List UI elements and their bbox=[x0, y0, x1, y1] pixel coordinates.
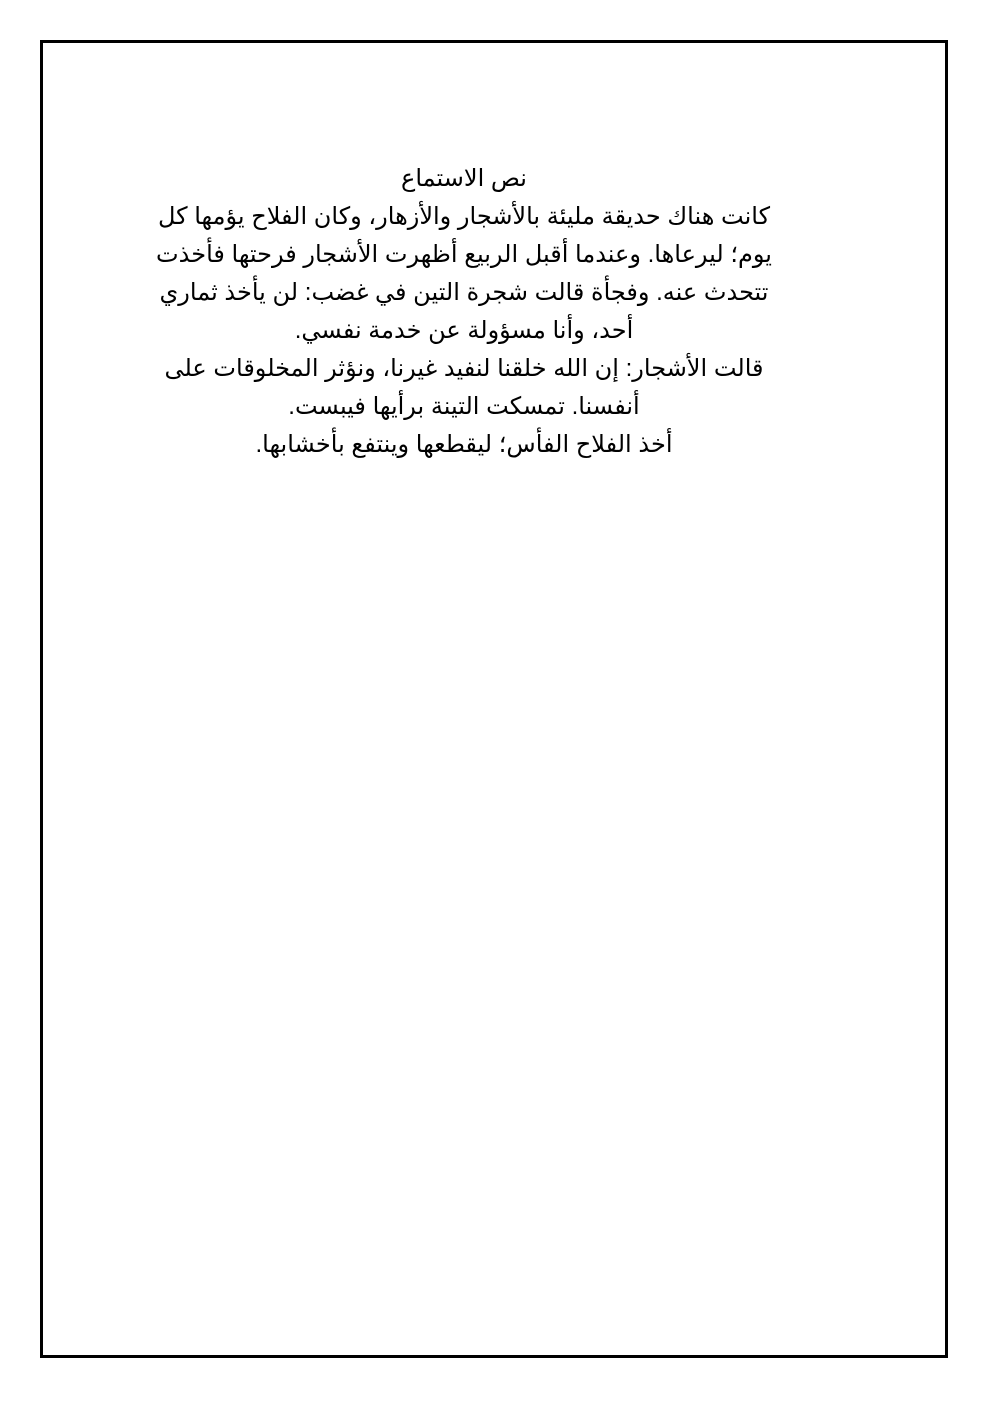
page-title: نص الاستماع bbox=[401, 165, 527, 192]
text-line-2: يوم؛ ليرعاها. وعندما أقبل الربيع أظهرت الأشجار فرحتها فأخذت bbox=[156, 241, 772, 268]
text-line-1: كانت هناك حديقة مليئة بالأشجار والأزهار، وكان الفلاح يؤمها كل bbox=[157, 203, 771, 230]
listening-text-block bbox=[150, 160, 778, 464]
text-line-3: تتحدث عنه. وفجأة قالت شجرة التين في غضب: لن يأخذ ثماري bbox=[159, 279, 769, 306]
text-line-7: أخذ الفلاح الفأس؛ ليقطعها وينتفع بأخشابها. bbox=[255, 431, 673, 458]
text-line-5: قالت الأشجار: إن الله خلقنا لنفيد غيرنا، ونؤثر المخلوقات على bbox=[164, 355, 764, 382]
text-line-4: أحد، وأنا مسؤولة عن خدمة نفسي. bbox=[294, 317, 634, 344]
text-line-6: أنفسنا. تمسكت التينة برأيها فيبست. bbox=[288, 393, 640, 420]
